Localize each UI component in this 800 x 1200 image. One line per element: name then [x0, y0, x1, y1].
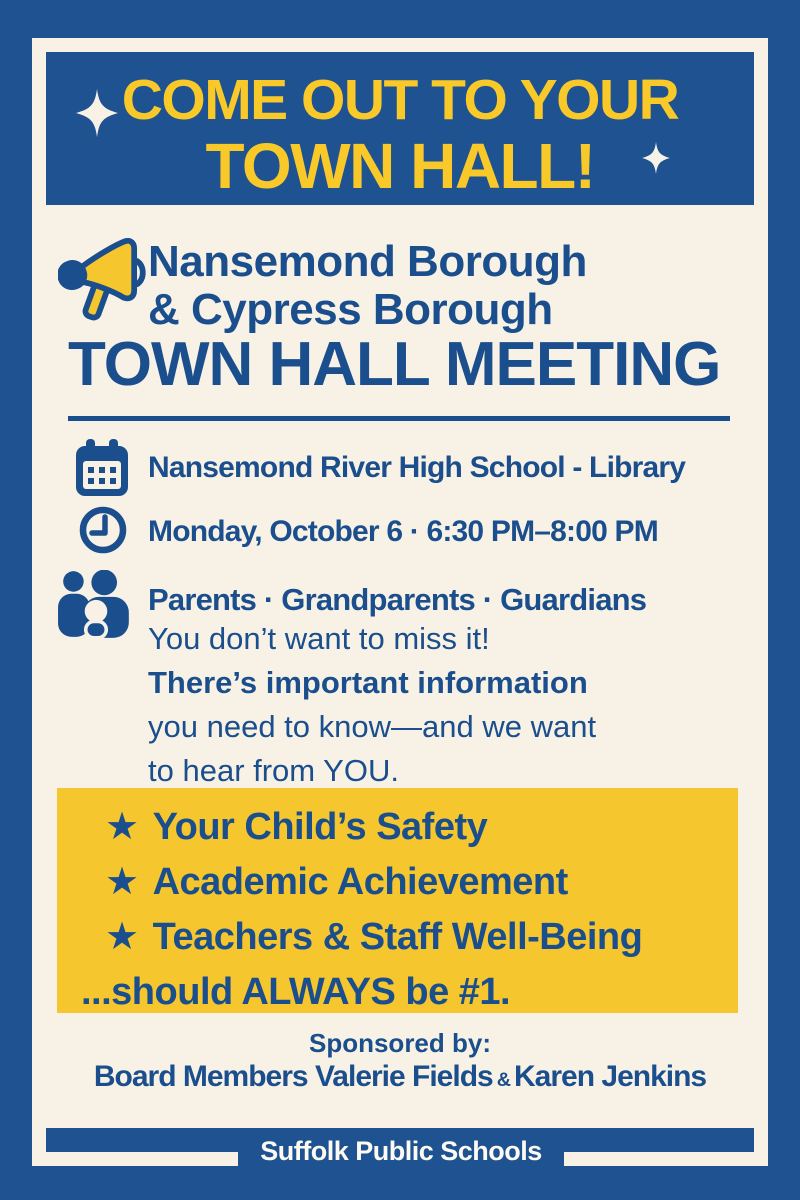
- pitch-line2: There’s important information: [148, 665, 588, 700]
- megaphone-icon: [58, 238, 154, 324]
- star-icon: ★: [105, 861, 139, 903]
- pitch-paragraph: [148, 617, 596, 793]
- topic-label: Your Child’s Safety: [152, 806, 488, 848]
- pitch-line1: You don’t want to miss it!: [148, 621, 490, 656]
- sponsor-names-suffix: Karen Jenkins: [514, 1060, 707, 1093]
- topics-box: [57, 788, 738, 1013]
- borough-line2: & Cypress Borough: [148, 285, 553, 334]
- topic-item: [105, 800, 738, 855]
- star-icon: ★: [105, 916, 139, 958]
- header-banner: [46, 52, 754, 205]
- header-line2: TOWN HALL!: [205, 130, 595, 202]
- pitch-line4: to hear from YOU.: [148, 753, 399, 788]
- location-text: Nansemond River High School - Library: [148, 451, 686, 484]
- borough-names: [148, 238, 587, 334]
- datetime-text: Monday, October 6 · 6:30 PM–8:00 PM: [148, 515, 658, 548]
- pitch-line3: you need to know—and we want: [148, 709, 597, 744]
- header-line1: COME OUT TO YOUR: [121, 68, 679, 132]
- divider-rule: [68, 416, 730, 421]
- page-title: TOWN HALL MEETING: [68, 330, 721, 399]
- sponsor-names: [46, 1060, 754, 1094]
- sponsor-names-prefix: Board Members Valerie Fields: [93, 1060, 493, 1093]
- topic-item: [105, 855, 738, 910]
- topic-label: Academic Achievement: [152, 861, 568, 903]
- topics-tagline: ...should ALWAYS be #1.: [81, 971, 511, 1013]
- sparkle-icon: [642, 142, 670, 174]
- sponsor-label: Sponsored by:: [308, 1028, 491, 1058]
- footer-org: Suffolk Public Schools: [260, 1136, 542, 1166]
- calendar-icon: [74, 438, 130, 498]
- borough-line1: Nansemond Borough: [148, 237, 587, 286]
- family-icon: [56, 570, 136, 638]
- clock-icon: [79, 506, 127, 554]
- topic-item: [105, 910, 738, 965]
- audience-text: Parents · Grandparents · Guardians: [148, 582, 647, 617]
- sponsor-ampersand: &: [496, 1069, 511, 1091]
- topic-label: Teachers & Staff Well-Being: [152, 916, 643, 958]
- star-icon: ★: [105, 806, 139, 848]
- footer-plate: [238, 1128, 564, 1186]
